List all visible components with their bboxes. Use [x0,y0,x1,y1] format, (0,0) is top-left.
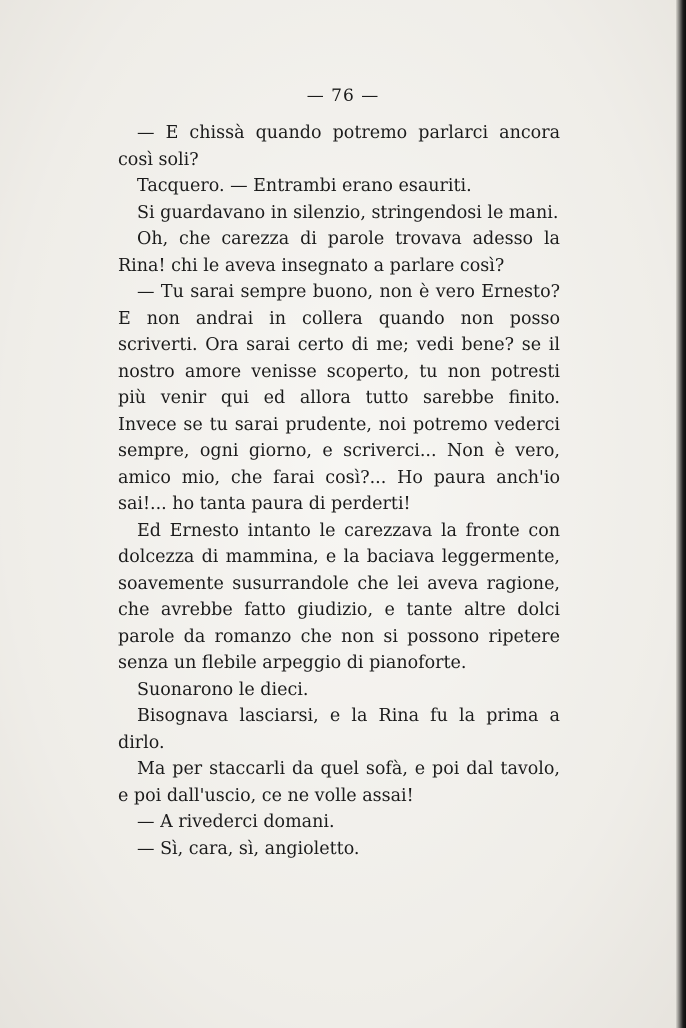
paragraph: Oh, che carezza di parole trovava adesso la Rina! chi le aveva insegnato a parlare così? [118,229,560,276]
page-edge-shadow [676,0,686,1028]
paragraph: Suonarono le dieci. [137,679,309,700]
body-text [118,120,560,862]
paragraph: — A rivederci domani. [137,812,335,832]
paragraph: Bisognava lasciarsi, e la Rina fu la prima a dirlo. [118,706,560,753]
paragraph: Si guardavano in silenzio, stringendosi le mani. [137,202,559,223]
paragraph: — Sì, cara, sì, angioletto. [137,838,360,859]
paragraph: Ma per staccarli da quel sofà, e poi dal tavolo, e poi dall'uscio, ce ne volle assai! [118,759,560,806]
paragraph: Tacquero. — Entrambi erano esauriti. [137,176,472,196]
paragraph: Ed Ernesto intanto le carezzava la fronte con dolcezza di mammina, e la baciava leggermente, soavemente susurrandole che lei aveva ragione, che avrebbe fatto giudizio, e tante altre dolci parole da romanzo che non si possono ripetere senza un flebile arpeggio di pianoforte. [118,520,560,673]
page-number: — 76 — [306,86,380,106]
paragraph: — Tu sarai sempre buono, non è vero Ernesto? E non andrai in collera quando non posso scriverti. Ora sarai certo di me; vedi bene? se il nostro amore venisse scoperto, tu non potresti più venir qui ed allora tutto sarebbe finito. Invece se tu sarai prudente, noi potremo vederci sempre, ogni giorno, e scriverci... Non è vero, amico mio, che farai così?... Ho paura anch'io sai!... ho tanta paura di perderti! [118,282,560,514]
paragraph: — E chissà quando potremo parlarci ancora così soli? [118,123,560,170]
